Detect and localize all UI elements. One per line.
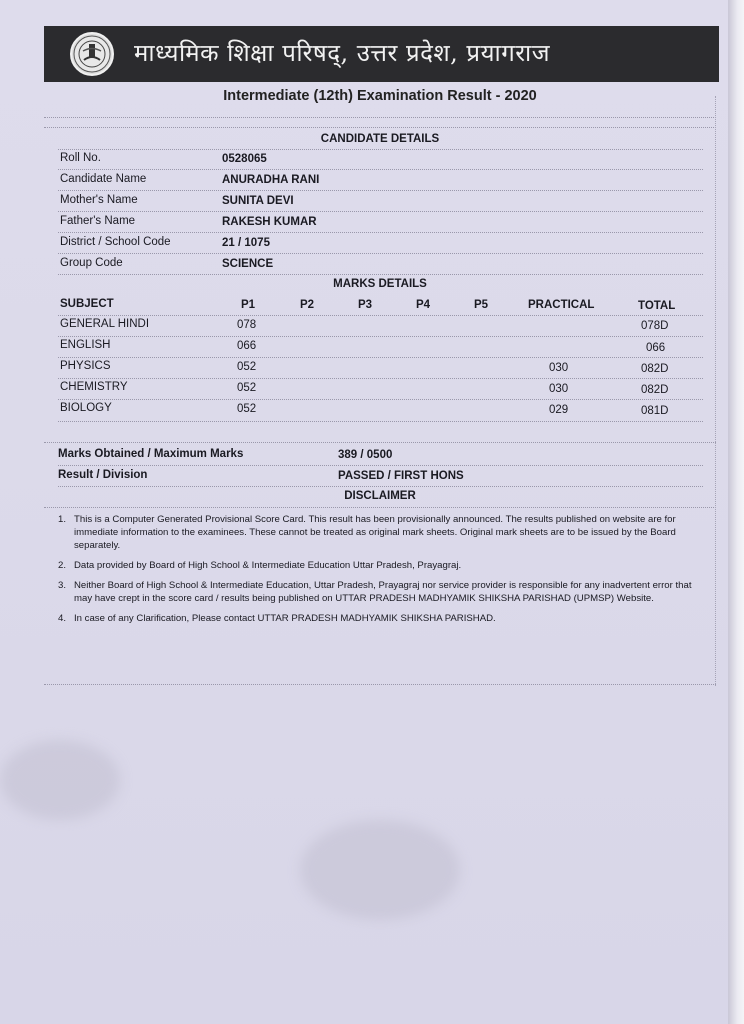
paper-smudge xyxy=(300,820,460,920)
result-division-value: PASSED / FIRST HONS xyxy=(338,470,464,482)
marks-details-heading: MARKS DETAILS xyxy=(333,278,427,290)
disclaimer-list xyxy=(58,513,698,632)
subject-cell: GENERAL HINDI xyxy=(60,318,150,330)
row-divider xyxy=(58,465,703,466)
roll-no-label: Roll No. xyxy=(60,152,101,164)
disclaimer-heading: DISCLAIMER xyxy=(344,490,416,502)
marks-obtained-value: 389 / 0500 xyxy=(338,449,393,461)
paper-smudge xyxy=(0,740,120,820)
column-header-subject: SUBJECT xyxy=(60,298,114,310)
district-school-code-value: 21 / 1075 xyxy=(222,237,270,249)
result-division-label: Result / Division xyxy=(58,469,148,481)
p1-cell: 066 xyxy=(237,340,257,352)
candidate-name-label: Candidate Name xyxy=(60,173,147,185)
column-header-total: TOTAL xyxy=(638,300,676,312)
roll-no-value: 0528065 xyxy=(222,153,267,165)
candidate-details-heading: CANDIDATE DETAILS xyxy=(320,133,440,145)
disclaimer-number: 4. xyxy=(58,613,67,624)
total-cell: 082D xyxy=(641,363,669,375)
disclaimer-text: This is a Computer Generated Provisional Score Card. This result has been provisionally announced. The results published on website are for immediate information to the examinees. These cannot be treated as original mark sheets. Original mark sheets are to be issued by the Board separately. xyxy=(74,514,676,551)
disclaimer-item xyxy=(58,513,698,552)
p1-cell: 078 xyxy=(237,319,257,331)
column-header-p3: P3 xyxy=(358,299,373,311)
group-code-label: Group Code xyxy=(60,257,123,269)
p1-cell: 052 xyxy=(237,403,257,415)
row-divider xyxy=(58,421,703,422)
father-name-value: RAKESH KUMAR xyxy=(222,216,317,228)
practical-cell: 030 xyxy=(549,362,569,374)
disclaimer-text: Neither Board of High School & Intermediate Education, Uttar Pradesh, Prayagraj nor service provider is responsible for any inadvertent error that may have crept in the score card / results being published on UTTAR PRADESH MADHYAMIK SHIKSHA PARISHAD (UPMSP) Website. xyxy=(74,580,692,604)
row-divider xyxy=(58,399,703,400)
total-cell: 082D xyxy=(641,384,669,396)
row-divider xyxy=(58,336,703,337)
column-header-p2: P2 xyxy=(300,299,315,311)
disclaimer-text: In case of any Clarification, Please contact UTTAR PRADESH MADHYAMIK SHIKSHA PARISHAD. xyxy=(74,613,496,624)
subject-cell: PHYSICS xyxy=(60,360,111,372)
subject-cell: ENGLISH xyxy=(60,339,111,351)
disclaimer-item xyxy=(58,559,698,572)
row-divider xyxy=(58,253,703,254)
board-name-hindi: माध्यमिक शिक्षा परिषद्, उत्तर प्रदेश, प्रयागराज xyxy=(134,39,551,67)
p1-cell: 052 xyxy=(237,361,257,373)
divider xyxy=(58,149,703,150)
practical-cell: 029 xyxy=(549,404,569,416)
row-divider xyxy=(58,486,703,487)
subject-cell: BIOLOGY xyxy=(60,402,112,414)
row-divider xyxy=(58,190,703,191)
column-header-p5: P5 xyxy=(474,299,489,311)
divider xyxy=(44,127,716,128)
marks-obtained-label: Marks Obtained / Maximum Marks xyxy=(58,448,244,460)
district-school-code-label: District / School Code xyxy=(60,236,171,248)
row-divider xyxy=(58,169,703,170)
frame-border xyxy=(715,96,716,686)
board-header-banner xyxy=(44,26,719,82)
exam-title: Intermediate (12th) Examination Result - 2020 xyxy=(223,88,537,104)
column-header-p4: P4 xyxy=(416,299,431,311)
up-board-emblem-icon xyxy=(70,32,114,76)
divider xyxy=(44,117,716,118)
total-cell: 081D xyxy=(641,405,669,417)
father-name-label: Father's Name xyxy=(60,215,136,227)
disclaimer-number: 3. xyxy=(58,580,67,591)
row-divider xyxy=(58,378,703,379)
disclaimer-item xyxy=(58,612,698,625)
row-divider xyxy=(58,315,703,316)
divider xyxy=(44,442,716,443)
group-code-value: SCIENCE xyxy=(222,258,274,270)
column-header-p1: P1 xyxy=(241,299,256,311)
row-divider xyxy=(58,357,703,358)
disclaimer-number: 2. xyxy=(58,560,67,571)
mother-name-label: Mother's Name xyxy=(60,194,138,206)
disclaimer-number: 1. xyxy=(58,514,67,525)
subject-cell: CHEMISTRY xyxy=(60,381,128,393)
p1-cell: 052 xyxy=(237,382,257,394)
divider xyxy=(44,684,716,685)
disclaimer-item xyxy=(58,579,698,605)
row-divider xyxy=(58,211,703,212)
mother-name-value: SUNITA DEVI xyxy=(222,195,294,207)
total-cell: 078D xyxy=(641,320,669,332)
total-cell: 066 xyxy=(646,342,666,354)
disclaimer-text: Data provided by Board of High School & Intermediate Education Uttar Pradesh, Prayagraj. xyxy=(74,560,462,571)
row-divider xyxy=(58,274,703,275)
divider xyxy=(44,507,716,508)
column-header-practical: PRACTICAL xyxy=(528,299,595,311)
practical-cell: 030 xyxy=(549,383,569,395)
candidate-name-value: ANURADHA RANI xyxy=(222,174,320,186)
row-divider xyxy=(58,232,703,233)
paper-edge xyxy=(728,0,744,1024)
